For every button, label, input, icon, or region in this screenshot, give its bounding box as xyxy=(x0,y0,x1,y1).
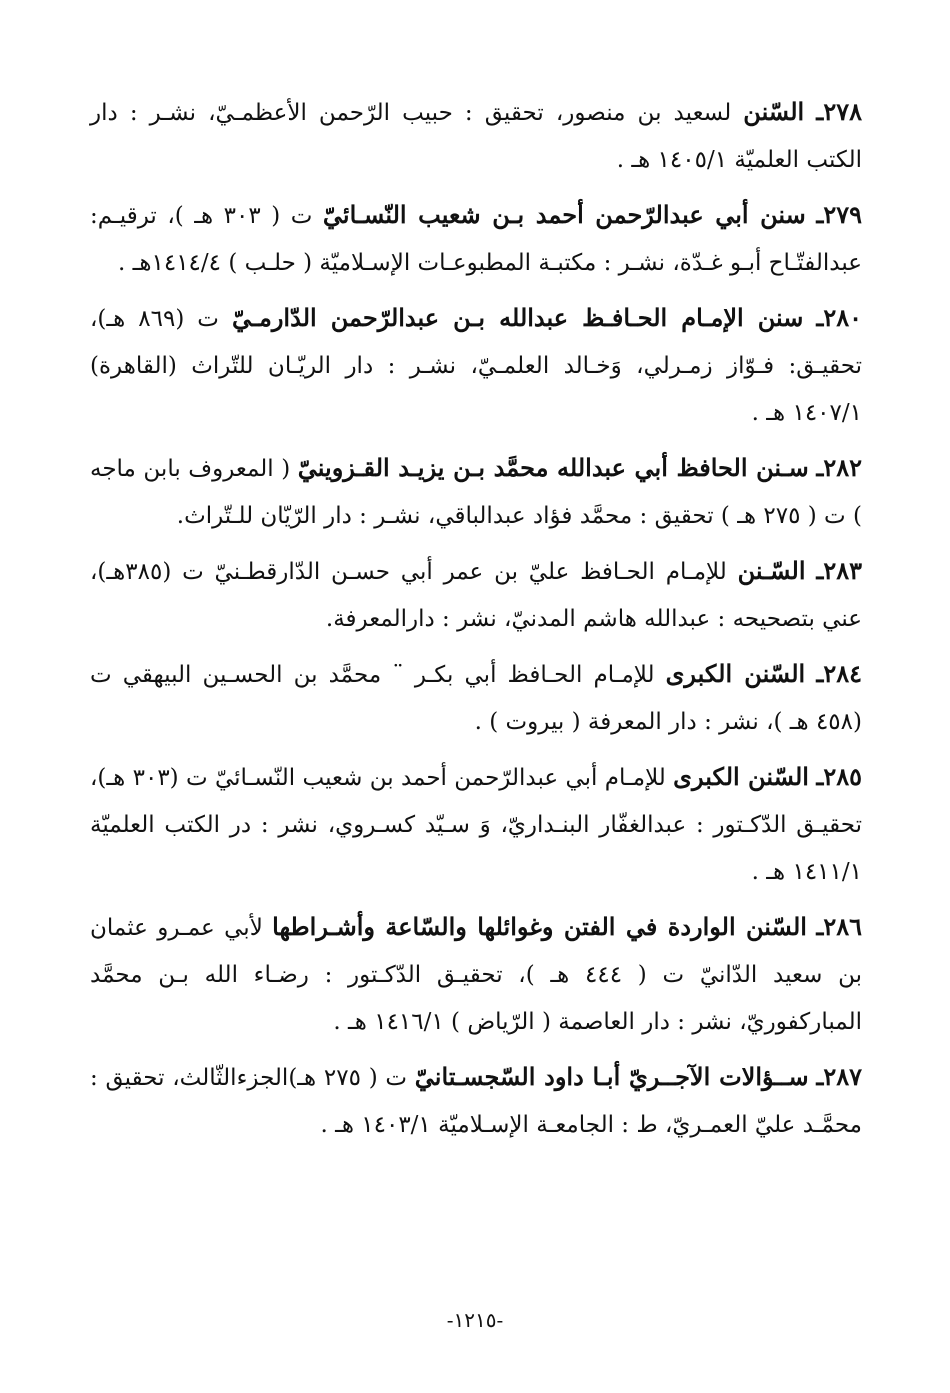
bibliography-list xyxy=(90,88,862,1156)
entry-details: ت ( ٢٧٥ هـ)الجزءالثّالث، تحقيق : محمَّـد عليّ العمـريّ، ط : الجامعـة الإسـلاميّة ١٤٠٣/١ هـ . xyxy=(90,1065,862,1138)
entry-number: ٢٨٣ـ xyxy=(816,556,863,585)
bibliography-entry xyxy=(90,444,862,540)
entry-title: السّنن xyxy=(743,97,805,126)
entry-title: سنن الإمـام الحـافـظ عبدالله بـن عبدالرّحمن الدّارمـيّ xyxy=(231,303,804,332)
bibliography-entry xyxy=(90,88,862,184)
entry-details: ( المعروف بابن ماجه ) ت ( ٢٧٥ هـ ) تحقيق : محمَّد فؤاد عبدالباقي، نشـر : دار الرّيّان للـتّراث. xyxy=(90,456,862,529)
entry-title: ســؤالات الآجــريّ أبـا داود السّجسـتانيّ xyxy=(414,1062,809,1091)
entry-number: ٢٨٠ـ xyxy=(816,303,863,332)
bibliography-entry xyxy=(90,903,862,1046)
entry-details: لسعيد بن منصور، تحقيق : حبيب الرّحمن الأعظمـيّ، نشـر : دار الكتب العلميّة ١٤٠٥/١ هـ . xyxy=(90,100,862,173)
entry-title: سـنن الحافظ أبي عبدالله محمَّد بـن يزيـد القـزوينيّ xyxy=(297,453,809,482)
entry-number: ٢٨٦ـ xyxy=(816,912,863,941)
bibliography-entry xyxy=(90,753,862,896)
entry-details: للإمـام أبي عبدالرّحمن أحمد بن شعيب النّسـائيّ ت (٣٠٣ هـ)، تحقيـق الدّكـتور : عبدالغفّار البنـداريّ، وَ سـيّد كسـروي، نشر : در الكتب العلميّة ١٤١١/١ هـ . xyxy=(90,765,862,885)
page-number: -١٢١٥- xyxy=(446,1308,504,1332)
entry-title: السّنن الكبرى xyxy=(673,762,809,791)
entry-details: للإمـام الحـافظ عليّ بن عمر أبي حسـن الدّارقطـنيّ ت (٣٨٥هـ)، عني بتصحيحه : عبدالله هاشم المدنيّ، نشر : دارالمعرفة. xyxy=(90,559,862,632)
bibliography-entry xyxy=(90,191,862,287)
entry-details: للإمـام الحـافظ أبي بكـر ¨ محمَّد بن الحسـين البيهقي ت (٤٥٨ هـ )، نشر : دار المعرفة ( بيروت ) . xyxy=(90,662,862,735)
entry-title: السّنن الواردة في الفتن وغوائلها والسّاعة وأشـراطها xyxy=(272,912,807,941)
bibliography-entry xyxy=(90,294,862,437)
bibliography-entry xyxy=(90,1053,862,1149)
bibliography-entry xyxy=(90,547,862,643)
entry-number: ٢٨٤ـ xyxy=(816,659,863,688)
entry-number: ٢٧٨ـ xyxy=(816,97,862,126)
bibliography-entry xyxy=(90,650,862,746)
entry-number: ٢٨٢ـ xyxy=(816,453,863,482)
entry-details: لأبي عمـرو عثمان بن سعيد الدّانيّ ت ( ٤٤٤ هـ )، تحقيـق الدّكـتور : رضـاء الله بـن محمَّد المباركفوريّ، نشر : دار العاصمة ( الرّياض ) ١٤١٦/١ هـ . xyxy=(90,915,863,1035)
entry-number: ٢٨٥ـ xyxy=(816,762,863,791)
entry-title: سنن أبي عبدالرّحمن أحمد بـن شعيب النّسـائيّ xyxy=(322,200,806,229)
entry-title: السّـنن xyxy=(737,556,806,585)
entry-number: ٢٧٩ـ xyxy=(816,200,863,229)
entry-title: السّنن الكبرى xyxy=(665,659,806,688)
entry-number: ٢٨٧ـ xyxy=(816,1062,863,1091)
entry-details: ت ( ٣٠٣ هـ )، ترقيـم: عبدالفتّـاح أبـو غـدّة، نشـر : مكتبـة المطبوعـات الإسـلاميّة ( حلـب ) ١٤١٤/٤هـ . xyxy=(90,203,862,276)
entry-details: ت (٨٦٩ هـ)، تحقيـق: فـوّاز زمـرلي، وَخـالد العلمـيّ، نشـر : دار الريّـان للتّراث (القاهرة) ١٤٠٧/١ هـ . xyxy=(90,306,862,426)
